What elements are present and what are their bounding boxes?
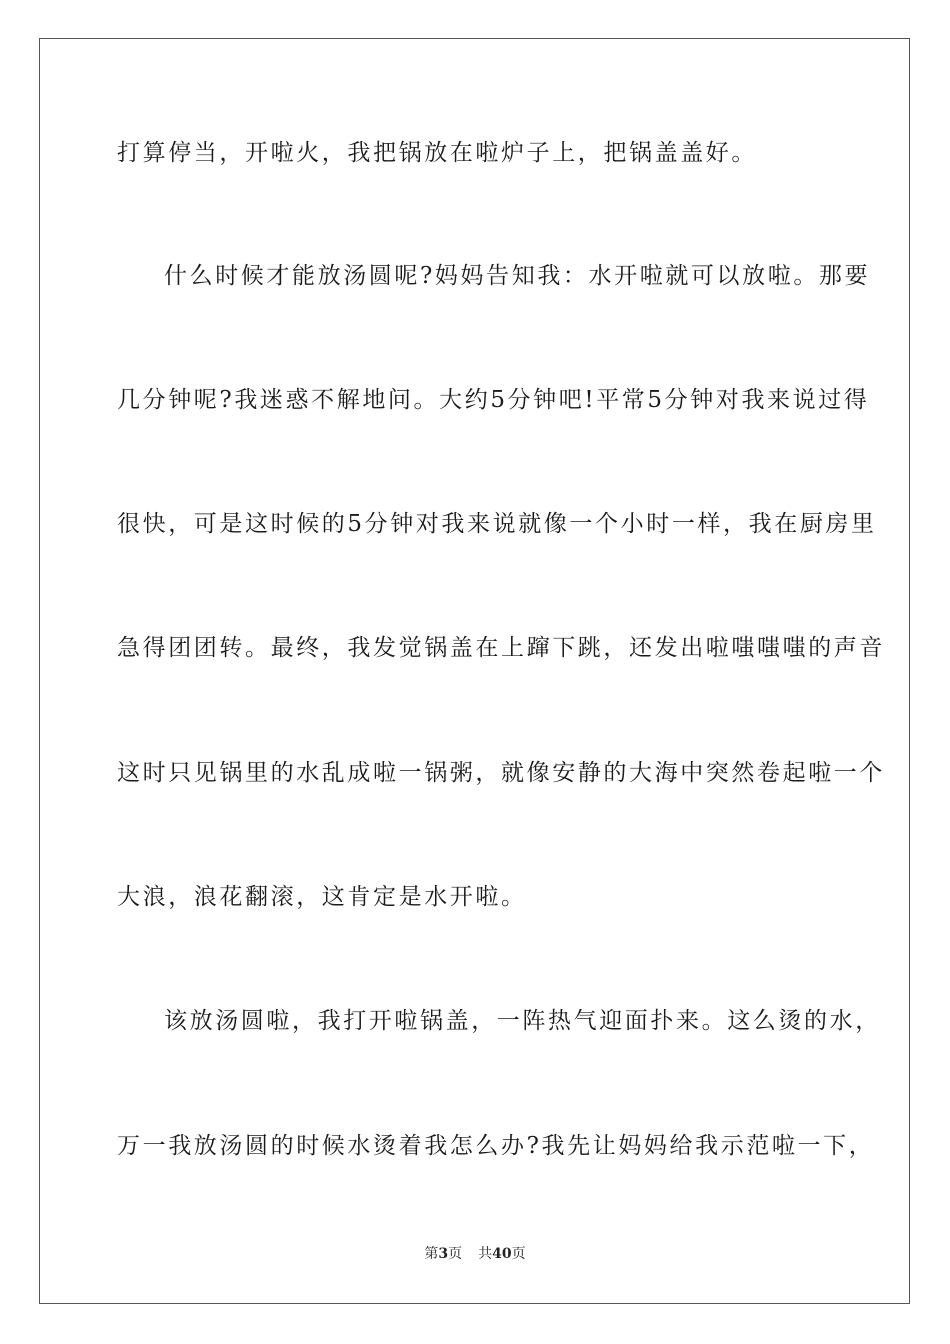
footer-page-prefix: 第 [424,1246,439,1262]
text-line-7: 大浪，浪花翻滚，这肯定是水开啦。 [117,884,527,910]
text-line-8: 该放汤圆啦，我打开啦锅盖，一阵热气迎面扑来。这么烫的水， [164,1008,881,1034]
footer-page-number: 3 [438,1246,449,1262]
footer-page-suffix: 页 [448,1246,463,1262]
page-footer [0,1244,950,1264]
text-line-2: 什么时候才能放汤圆呢?妈妈告知我：水开啦就可以放啦。那要 [164,263,871,289]
text-line-5: 急得团团转。最终，我发觉锅盖在上蹿下跳，还发出啦嗤嗤嗤的声音 [117,635,885,661]
text-line-3: 几分钟呢?我迷惑不解地问。大约5分钟吧!平常5分钟对我来说过得 [117,387,870,413]
text-line-9: 万一我放汤圆的时候水烫着我怎么办?我先让妈妈给我示范啦一下， [117,1133,875,1159]
text-line-1: 打算停当，开啦火，我把锅放在啦炉子上，把锅盖盖好。 [117,140,757,166]
page-border [39,38,910,1304]
footer-total-suffix: 页 [511,1246,526,1262]
footer-total-prefix: 共 [478,1246,493,1262]
text-line-6: 这时只见锅里的水乱成啦一锅粥，就像安静的大海中突然卷起啦一个 [117,760,885,786]
footer-total-number: 40 [492,1246,512,1262]
text-line-4: 很快，可是这时候的5分钟对我来说就像一个小时一样，我在厨房里 [117,511,877,537]
